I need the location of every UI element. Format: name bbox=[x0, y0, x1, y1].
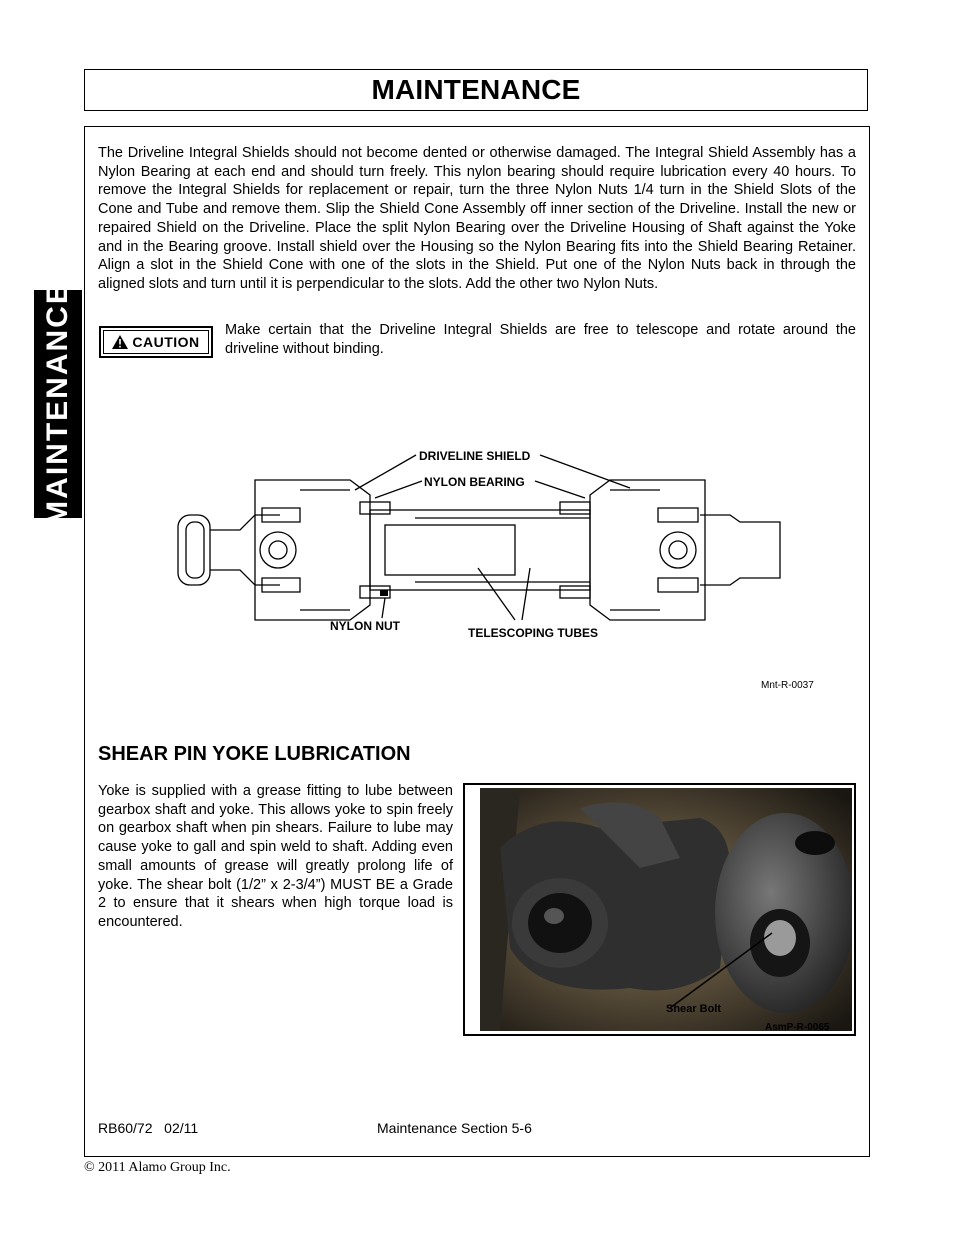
label-driveline-shield: DRIVELINE SHIELD bbox=[419, 449, 531, 463]
footer-model: RB60/72 02/11 bbox=[98, 1120, 199, 1136]
section-heading: SHEAR PIN YOKE LUBRICATION bbox=[98, 743, 411, 765]
label-nylon-bearing: NYLON BEARING bbox=[424, 475, 525, 489]
warning-triangle-icon bbox=[112, 335, 128, 349]
caution-badge bbox=[99, 326, 213, 358]
caution-label: CAUTION bbox=[132, 334, 200, 350]
photo-code: AsmP-R-0065 bbox=[765, 1022, 830, 1031]
label-telescoping-tubes: TELESCOPING TUBES bbox=[468, 626, 599, 640]
copyright: © 2011 Alamo Group Inc. bbox=[84, 1160, 231, 1175]
caution-text: Make certain that the Driveline Integral Shields are free to telescope and rotate around the driveline without binding. bbox=[225, 322, 856, 357]
driveline-diagram bbox=[160, 440, 800, 660]
yoke-photo-illustration bbox=[480, 788, 852, 1031]
figure-code: Mnt-R-0037 bbox=[761, 680, 814, 691]
label-nylon-nut: NYLON NUT bbox=[330, 619, 400, 633]
footer-section: Maintenance Section 5-6 bbox=[377, 1120, 532, 1136]
page-title: MAINTENANCE bbox=[371, 74, 581, 105]
shear-bolt-label: Shear Bolt bbox=[666, 1003, 722, 1015]
shear-pin-paragraph: Yoke is supplied with a grease fitting to lube between gearbox shaft and yoke. This allows yoke to spin freely on gearbox shaft when pin shears. Failure to lube may cause yoke to gall and spin weld to shaft. Adding even small amounts of grease will greatly prolong life of yoke. The shear bolt (1/2” x 2-3/4”) MUST BE a Grade 2 to ensure that it shears when high torque load is encountered. bbox=[98, 783, 453, 930]
section-side-tab bbox=[34, 282, 82, 526]
side-tab-label: MAINTENANCE bbox=[41, 282, 75, 526]
shear-bolt-photo bbox=[480, 788, 852, 1031]
intro-paragraph: The Driveline Integral Shields should not become dented or otherwise damaged. The Integral Shield Assembly has a Nylon Bearing at each end and should turn freely. This nylon bearing should require lubrication every 40 hours. To remove the Integral Shields for replacement or repair, turn the three Nylon Nuts 1/4 turn in the Shield Slots of the Cone and Tube and remove them. Slip the Shield Cone Assembly off inner section of the Driveline. Install the new or repaired Shield on the Driveline. Place the split Nylon Bearing over the Driveline Housing of Shaft against the Yoke and in the Bearing groove. Install shield over the Housing so the Nylon Bearing fits into the Shield Bearing Retainer. Align a slot in the Shield Cone with one of the slots in the Shield. Put one of the Nylon Nuts back in through the aligned slots and turn until it is perpendicular to the slots. Add the other two Nylon Nuts. bbox=[98, 145, 856, 292]
shear-bolt-photo-frame bbox=[463, 783, 856, 1036]
page-header bbox=[84, 69, 868, 111]
